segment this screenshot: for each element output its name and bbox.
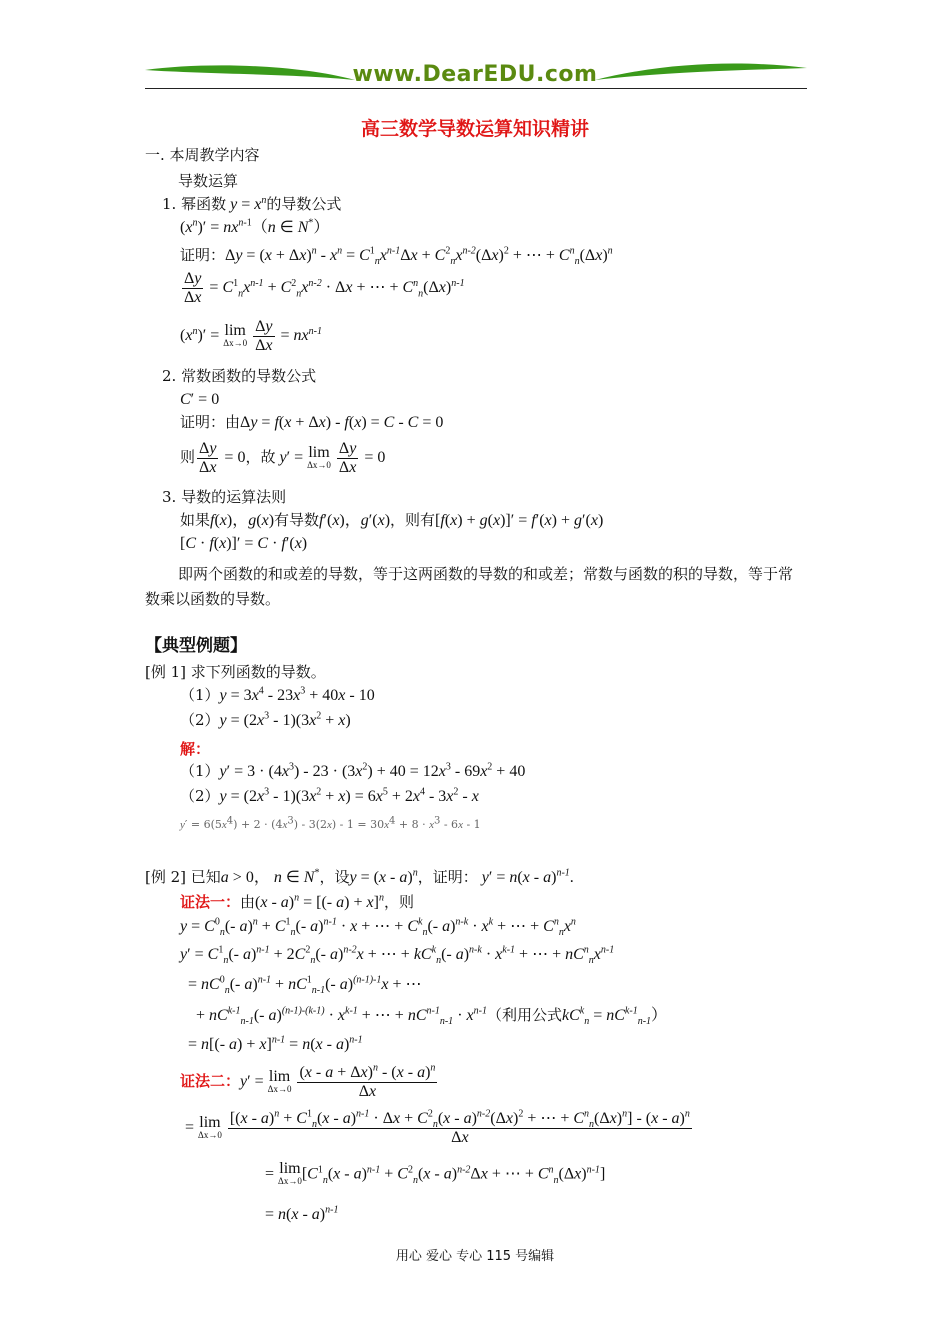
method-2-step-2: = lim Δx→0 [$C^1_n(x - a)^{n-1} + C^2_n(x - a)^{n-2}\Delta x$ + ⋯ + $C^n_n(\Delta x)^{n-1}$] bbox=[265, 1160, 606, 1186]
method-1-intro: 证法一：由(x - a)$^n$ = [(- a) + x]$^n$，则 bbox=[180, 892, 414, 911]
formula-constant-limit: 则 $\frac{\Delta y}{\Delta x}$ = 0，故 y′ = lim Δx→0 $\frac{\Delta y}{\Delta x}$ = 0 bbox=[180, 440, 386, 476]
method-1-derivative: $y' = C^1_n(-$ $a)^{n-1} + 2C^2_n(-$ a)$^{n-2}$x + ⋯ + $kC^k_n(-$ $a)^{n-k} \cdot x^{k-1}$ + ⋯ + $nC^n_nx^{n-1}$ bbox=[180, 944, 615, 967]
topic-label: 导数运算 bbox=[178, 172, 239, 190]
point-1-heading: 1. 幂函数 bbox=[162, 195, 227, 213]
example-2-prompt: [例 2] 已知a > 0， n ∈ N*，设y = (x - a)$^n$，证明： y′ = n(x - a)$^{n-1}$. bbox=[145, 867, 574, 886]
point-1-suffix: 的导数公式 bbox=[266, 195, 342, 213]
section-heading: 一. 本周教学内容 bbox=[145, 146, 260, 164]
header-rule bbox=[145, 88, 807, 89]
solution-2-derivative: $y' = 6(5x^4) + 2 \cdot (4x^3) - 3(2x) - 1 = 30x^4 + 8 \cdot x^3 - 6x - 1$ bbox=[180, 815, 481, 831]
method-1-result: = n[(- a) + x]$^{n-1}$ = n(x - a)$^{n-1}$ bbox=[188, 1034, 363, 1053]
method-1-step-3: + $nC^{k-1}_{n-1}(-$ $a)^{(n-1)-(k-1)} \cdot x^{k-1}$ + ⋯ + $nC^{n-1}_{n-1} \cdot x^{n-1}$（利用公式$kC^k_n = nC^{k-1}_{n-1}$） bbox=[196, 1005, 668, 1028]
solution-2: $(2)y = (2x^3 - 1)(3x^2 + x) = 6x^5 + 2x^4 - 3x^2 - x$ bbox=[180, 786, 479, 805]
method-2-definition: 证法二：y′ = lim Δx→0 $\frac{(x - a + \Delta x)^n - (x - a)^n}{\Delta x}$ bbox=[180, 1062, 436, 1100]
formula-constant: C′ = 0 bbox=[180, 391, 220, 408]
point-1: 1. 幂函数 $y = x^n$的导数公式 bbox=[162, 195, 342, 213]
point-2-heading: 2. 常数函数的导数公式 bbox=[162, 367, 317, 385]
formula-proof-delta: 证明：$\Delta y = (x + \Delta x)^n - x^n = C^1_nx^{n-1}\Delta x + C^2_nx^{n-2}(\Delta x)^2$ + ⋯ + $C^n_n(\Delta x)^n$ bbox=[180, 245, 613, 268]
example-1-item-1: $(1)y = 3x^4 - 23x^3 + 40x - 10$ bbox=[180, 685, 375, 704]
point-3-heading: 3. 导数的运算法则 bbox=[162, 488, 287, 506]
formula-proof-constant: 证明：由Δy = f(x + Δx) - f(x) = C - C = 0 bbox=[180, 413, 444, 431]
method-1-step-2: = $nC^0_n(-$ $a)^{n-1} + nC^1_{n-1}(-$ a)$^{(n-1)-1}$x + ⋯ bbox=[188, 974, 422, 997]
formula-limit-power: $(x^n)'$ = lim Δx→0 $\frac{\Delta y}{\Delta x}$ = $nx^{n-1}$ bbox=[180, 318, 322, 354]
rule-explanation: 即两个函数的和或差的导数，等于这两函数的导数的和或差；常数与函数的积的导数，等于常数乘以函数的导数。 bbox=[145, 565, 794, 608]
method-1-expansion: $y = C^0_n(-$ $a)^n + C^1_n(-$ a)$^{n-1}$ · x + ⋯ + $C^k_n(-$ $a)^{n-k} \cdot x^k$ + ⋯ + $C^n_nx^n$ bbox=[180, 916, 576, 939]
formula-difference-quotient: $\frac{\Delta y}{\Delta x}$ = $C^1_nx^{n-1} + C^2_nx^{n-2} \cdot \Delta x$ + ⋯ + $C^n_n(\Delta x)^{n-1}$ bbox=[184, 270, 465, 306]
page-footer: 用心 爱心 专心 115 号编辑 bbox=[395, 1249, 555, 1264]
solution-label: 解： bbox=[180, 740, 211, 758]
formula-sum-rule: 如果f(x)，g(x)有导数f′(x)，g′(x)，则有[f(x) + g(x)]′ = f′(x) + g′(x) bbox=[180, 511, 604, 529]
examples-heading: 【典型例题】 bbox=[145, 636, 247, 656]
formula-constant-multiple: [C · f(x)]′ = C · f′(x) bbox=[180, 535, 308, 552]
site-logo: www.DearEDU.com bbox=[352, 62, 598, 87]
solution-1: $(1)y' = 3 \cdot (4x^3) - 23 \cdot (3x^2) + 40 = 12x^3 - 69x^2 + 40$ bbox=[180, 761, 526, 780]
example-1-prompt: [例 1] 求下列函数的导数。 bbox=[145, 663, 326, 681]
example-1-item-2: $(2)y = (2x^3 - 1)(3x^2 + x)$ bbox=[180, 710, 351, 729]
method-2-result: = n(x - a)$^{n-1}$ bbox=[265, 1204, 339, 1223]
formula-power-rule: $(x^n)' = nx^{n-1}(n$ ∈ N*） bbox=[180, 217, 330, 236]
page-title: 高三数学导数运算知识精讲 bbox=[360, 118, 589, 140]
method-2-expansion: = lim Δx→0 [$(x - a)^n + C^1_n(x - a)^{n-1} \cdot \Delta x + C^2_n(x - a)^{n-2}(\Delta x)^2$ + ⋯ + $C^n_n(\Delta x)^n] - (x - a)^n$ Δx bbox=[185, 1108, 690, 1146]
